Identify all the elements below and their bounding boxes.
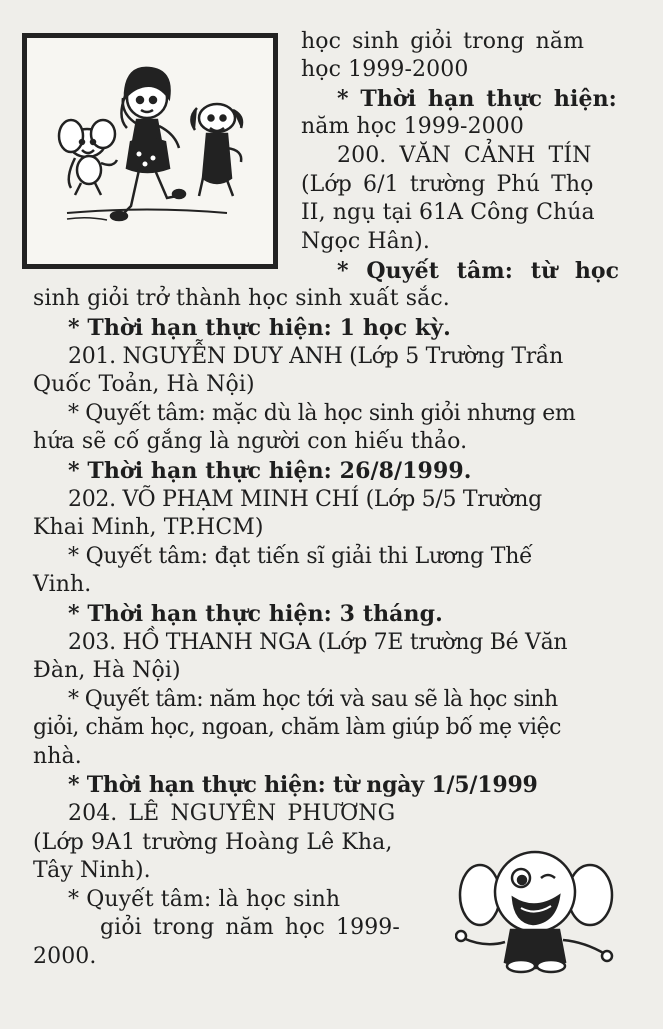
- text-line-2: học 1999-2000: [301, 57, 469, 82]
- text-line-9: * Quyết tâm: từ học: [337, 258, 620, 284]
- text-line-19: * Quyết tâm: đạt tiến sĩ giải thi Lương Thế: [68, 544, 533, 569]
- text-line-21: * Thời hạn thực hiện: 3 tháng.: [68, 601, 443, 627]
- text-line-7: II, ngụ tại 61A Công Chúa: [301, 200, 595, 225]
- text-line-1: học sinh giỏi trong năm: [301, 29, 585, 54]
- text-line-13: Quốc Toản, Hà Nội): [33, 372, 255, 397]
- text-line-8: Ngọc Hân).: [301, 229, 430, 254]
- text-line-27: * Thời hạn thực hiện: từ ngày 1/5/1999: [68, 772, 538, 798]
- text-line-16: * Thời hạn thực hiện: 26/8/1999.: [68, 458, 472, 484]
- text-line-14: * Quyết tâm: mặc dù là học sinh giỏi nhưng em: [68, 401, 576, 426]
- text-line-15: hứa sẽ cố gắng là người con hiếu thảo.: [33, 429, 468, 454]
- text-line-10: sinh giỏi trở thành học sinh xuất sắc.: [33, 286, 450, 311]
- laughing-mascot-icon: [455, 850, 625, 975]
- entry-203-heading: 203. HỒ THANH NGA (Lớp 7E trường Bé Văn: [68, 630, 568, 655]
- cartoon-illustration-frame: [22, 33, 278, 269]
- text-line-29: (Lớp 9A1 trường Hoàng Lê Kha,: [33, 830, 393, 855]
- text-line-18: Khai Minh, TP.HCM): [33, 515, 264, 540]
- entry-201-heading: 201. NGUYỄN DUY ANH (Lớp 5 Trường Trần: [68, 344, 563, 369]
- text-line-3: * Thời hạn thực hiện:: [337, 86, 617, 112]
- entry-204-heading: 204. LÊ NGUYÊN PHƯƠNG: [68, 801, 396, 826]
- text-line-6: (Lớp 6/1 trường Phú Thọ: [301, 172, 594, 197]
- text-line-26: nhà.: [33, 744, 82, 769]
- text-line-24: * Quyết tâm: năm học tới và sau sẽ là học sinh: [68, 687, 558, 712]
- entry-202-heading: 202. VÕ PHẠM MINH CHÍ (Lớp 5/5 Trường: [68, 487, 542, 512]
- entry-200-heading: 200. VĂN CẢNH TÍN: [337, 143, 592, 168]
- text-line-23: Đàn, Hà Nội): [33, 658, 181, 683]
- text-line-20: Vinh.: [33, 572, 92, 597]
- text-line-31: * Quyết tâm: là học sinh: [68, 887, 341, 912]
- text-line-33: 2000.: [33, 944, 97, 969]
- text-line-25: giỏi, chăm học, ngoan, chăm làm giúp bố mẹ việc: [33, 715, 561, 740]
- text-line-11: * Thời hạn thực hiện: 1 học kỳ.: [68, 315, 451, 341]
- text-line-30: Tây Ninh).: [33, 858, 151, 883]
- dancing-girl-with-dogs-icon: [27, 38, 273, 264]
- text-line-4: năm học 1999-2000: [301, 114, 524, 139]
- text-line-32: giỏi trong năm học 1999-: [100, 915, 400, 940]
